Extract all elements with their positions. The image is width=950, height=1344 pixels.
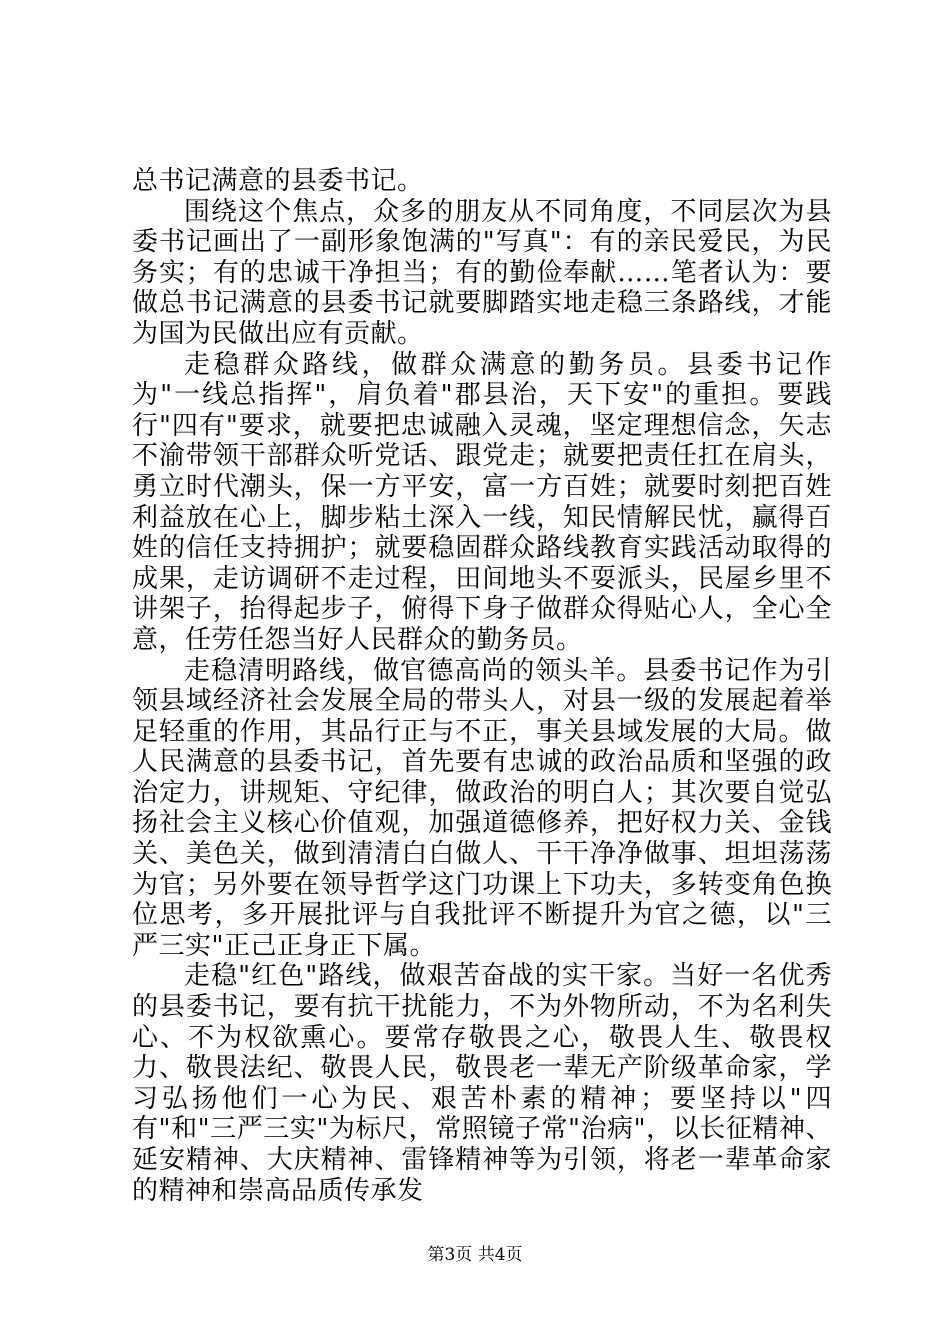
document-body (132, 166, 832, 1206)
page-number-footer: 第3页 共4页 (427, 1245, 523, 1265)
paragraph-continuation: 总书记满意的县委书记。 (132, 166, 424, 196)
paragraph-red-line: 走稳"红色"路线，做艰苦奋战的实干家。当好一名优秀的县委书记，要有抗干扰能力，不为外物所动，不为名利失心、不为权欲熏心。要常存敬畏之心，敬畏人生、敬畏权力、敬畏法纪、敬畏人民，敬畏老一辈无产阶级革命家，学习弘扬他们一心为民、艰苦朴素的精神；要坚持以"四有"和"三严三实"为标尺，常照镜子常"治病"，以长征精神、延安精神、大庆精神、雷锋精神等为引领，将老一辈革命家的精神和崇高品质传承发 (132, 961, 832, 1206)
paragraph-mass-line: 走稳群众路线，做群众满意的勤务员。县委书记作为"一线总指挥"，肩负着"郡县治，天下安"的重担。要践行"四有"要求，就要把忠诚融入灵魂，坚定理想信念，矢志不渝带领干部群众听党话、跟党走；就要把责任扛在肩头，勇立时代潮头，保一方平安，富一方百姓；就要时刻把百姓利益放在心上，脚步粘土深入一线，知民情解民忧，赢得百姓的信任支持拥护；就要稳固群众路线教育实践活动取得的成果，走访调研不走过程，田间地头不耍派头，民屋乡里不讲架子，抬得起步子，俯得下身子做群众得贴心人，全心全意，任劳任怨当好人民群众的勤务员。 (132, 349, 832, 655)
paragraph-intro: 围绕这个焦点，众多的朋友从不同角度，不同层次为县委书记画出了一副形象饱满的"写真"：有的亲民爱民，为民务实；有的忠诚干净担当；有的勤俭奉献……笔者认为：要做总书记满意的县委书记就要脚踏实地走稳三条路线，才能为国为民做出应有贡献。 (132, 196, 832, 349)
paragraph-clean-line: 走稳清明路线，做官德高尚的领头羊。县委书记作为引领县域经济社会发展全局的带头人，对县一级的发展起着举足轻重的作用，其品行正与不正，事关县域发展的大局。做人民满意的县委书记，首先要有忠诚的政治品质和坚强的政治定力，讲规矩、守纪律，做政治的明白人；其次要自觉弘扬社会主义核心价值观，加强道德修养，把好权力关、金钱关、美色关，做到清清白白做人、干干净净做事、坦坦荡荡为官；另外要在领导哲学这门功课上下功夫，多转变角色换位思考，多开展批评与自我批评不断提升为官之德，以"三严三实"正己正身正下属。 (132, 655, 832, 961)
